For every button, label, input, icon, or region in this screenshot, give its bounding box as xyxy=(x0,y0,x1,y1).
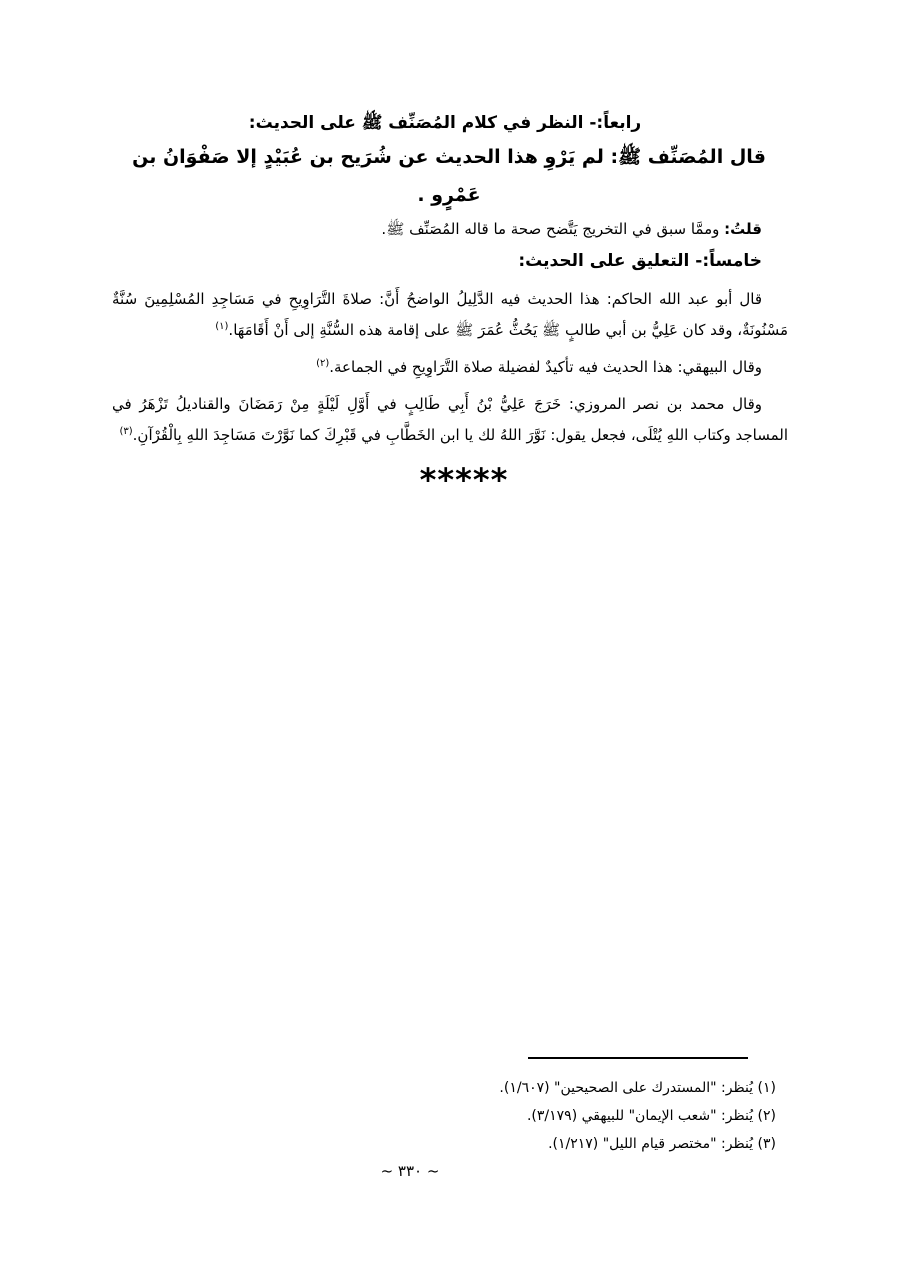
footnotes xyxy=(276,1074,776,1158)
footnote-2: (٢) يُنظر: "شعب الإيمان" للبيهقي (٣/١٧٩). xyxy=(526,1108,776,1124)
section-4-heading: رابعاً:- النظر في كلام المُصَنِّف ﷺ على الحديث: xyxy=(248,113,642,133)
section-5-heading: خامساً:- التعليق على الحديث: xyxy=(518,251,762,271)
paragraph-bayhaqi xyxy=(112,352,788,383)
page-number: ~ ٣٣٠ ~ xyxy=(380,1162,440,1180)
paragraph-marwazi xyxy=(112,389,788,451)
author-quote: قال المُصَنِّف ﷺ: لم يَرْوِ هذا الحديث عن شُرَيح بن عُبَيْدٍ إلا صَفْوَانُ بن عَمْرٍو . xyxy=(132,146,766,206)
footnote-ref-2[interactable]: (٢) xyxy=(316,358,330,369)
section-separator: ***** xyxy=(419,461,509,499)
paragraph-text: وقال البيهقي: هذا الحديث فيه تأكيدٌ لفضيلة صلاة التَّرَاوِيحِ في الجماعة. xyxy=(329,358,762,376)
footnote-1: (١) يُنظر: "المستدرك على الصحيحين" (١/٦٠٧). xyxy=(499,1080,776,1096)
paragraph-hakim xyxy=(112,284,788,346)
footnote-ref-1[interactable]: (١) xyxy=(215,321,229,332)
paragraph-text: وقال محمد بن نصر المروزي: خَرَجَ عَلِيُّ بْنُ أَبِي طَالِبٍ في أَوَّلِ لَيْلَةٍ مِنْ رَمَضَانَ والقناديلُ تَزْهَرُ في المساجد وكتاب اللهِ يُتْلَى، فجعل يقول: نَوَّرَ اللهُ لك يا ابن الخَطَّابِ في قَبْرِكَ كما نَوَّرْتَ مَسَاجِدَ اللهِ بِالْقُرْآنِ. xyxy=(112,395,788,444)
qultu-paragraph xyxy=(112,214,788,244)
footnote-ref-3[interactable]: (٣) xyxy=(119,426,133,437)
qultu-label: قلتُ: xyxy=(724,220,762,238)
page-content xyxy=(112,108,788,499)
paragraph-text: قال أبو عبد الله الحاكم: هذا الحديث فيه الدَّلِيلُ الواضحُ أَنَّ: صلاةَ التَّرَاوِيحِ في مَسَاجِدِ المُسْلِمِينَ سُنَّةٌ مَسْنُونَةٌ، وقد كان عَلِيُّ بن أبي طالبٍ ﷺ يَحُثُّ عُمَرَ ﷺ على إقامة هذه السُّنَّةِ إلى أَنْ أَقَامَهَا. xyxy=(112,290,788,339)
footnote-divider xyxy=(528,1057,748,1059)
footnote-3: (٣) يُنظر: "مختصر قيام الليل" (١/٢١٧). xyxy=(548,1136,776,1152)
qultu-text: وممَّا سبق في التخريج يَتَّضح صحة ما قاله المُصَنِّف ﷺ. xyxy=(381,220,720,238)
